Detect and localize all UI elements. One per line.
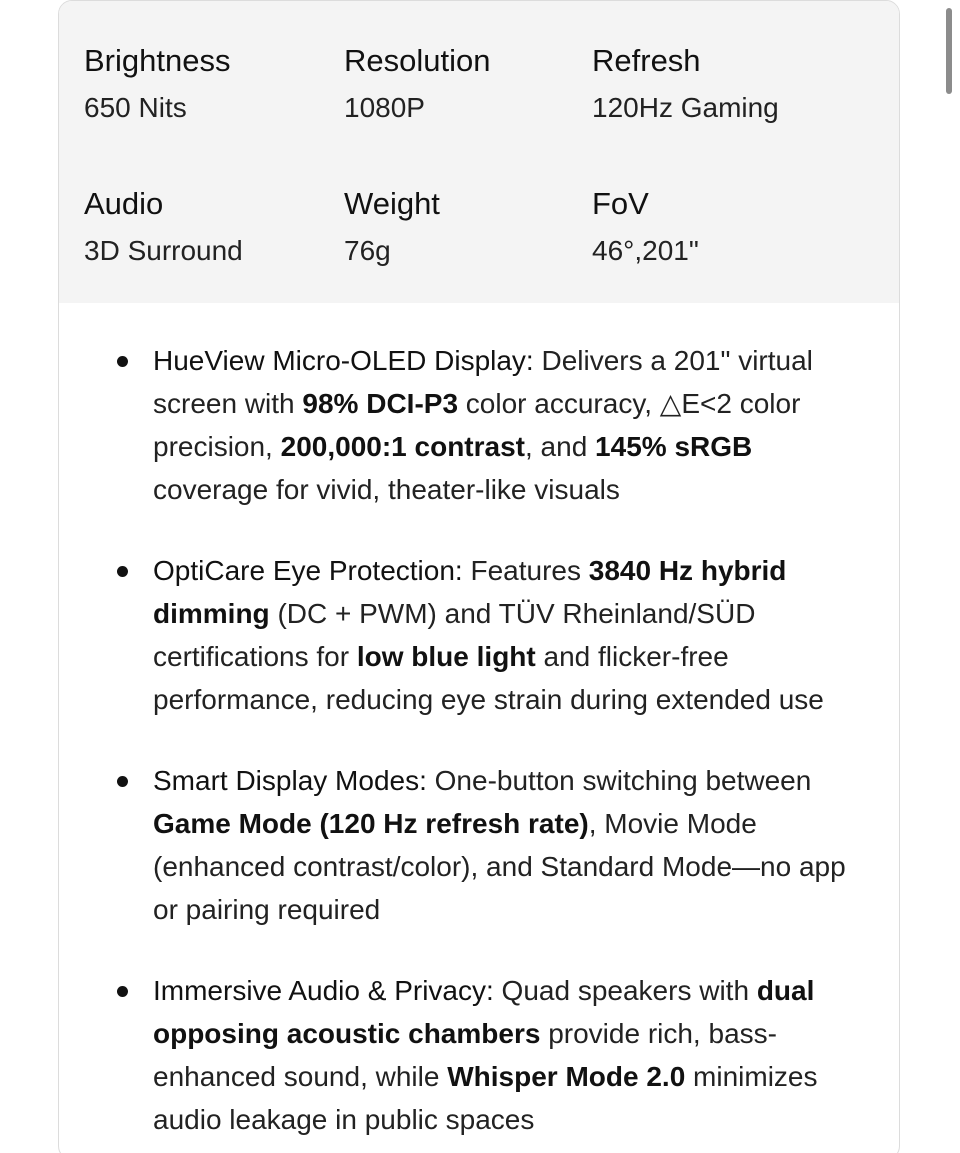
bullet-icon	[117, 566, 128, 577]
spec-fov-label: FoV	[592, 186, 649, 221]
feature-list	[59, 303, 899, 1153]
feature-title: Immersive Audio & Privacy:	[153, 975, 494, 1006]
feature-text: HueView Micro-OLED Display: Delivers a 201" virtual screen with 98% DCI-P3 color accuracy, △E<2 color precision, 200,000:1 contrast, and 145% sRGB coverage for vivid, theater-like visuals	[153, 345, 813, 505]
spec-resolution-value: 1080P	[344, 92, 425, 123]
bullet-icon	[117, 776, 128, 787]
spec-audio-value: 3D Surround	[84, 235, 243, 266]
feature-text: OptiCare Eye Protection: Features 3840 Hz hybrid dimming (DC + PWM) and TÜV Rheinland/SÜD certifications for low blue light and flicker-free performance, reducing eye strain during extended use	[153, 555, 824, 715]
spec-refresh-label: Refresh	[592, 43, 701, 78]
feature-title: Smart Display Modes:	[153, 765, 427, 796]
feature-title: OptiCare Eye Protection:	[153, 555, 463, 586]
spec-resolution-label: Resolution	[344, 43, 491, 78]
spec-refresh-value: 120Hz Gaming	[592, 92, 779, 123]
bullet-icon	[117, 986, 128, 997]
spec-weight-label: Weight	[344, 186, 440, 221]
spec-audio-label: Audio	[84, 186, 164, 221]
feature-text: Immersive Audio & Privacy: Quad speakers with dual opposing acoustic chambers provide rich, bass-enhanced sound, while Whisper Mode 2.0 minimizes audio leakage in public spaces	[153, 975, 818, 1135]
spec-brightness-value: 650 Nits	[84, 92, 187, 123]
feature-text: Smart Display Modes: One-button switching between Game Mode (120 Hz refresh rate), Movie Mode (enhanced contrast/color), and Standard Mode—no app or pairing required	[153, 765, 846, 925]
spec-weight-value: 76g	[344, 235, 391, 266]
scrollbar-thumb[interactable]	[946, 8, 952, 94]
product-card	[58, 0, 900, 1153]
spec-brightness-label: Brightness	[84, 43, 231, 78]
bullet-icon	[117, 356, 128, 367]
spec-grid	[59, 1, 899, 303]
spec-fov-value: 46°,201"	[592, 235, 699, 266]
feature-title: HueView Micro-OLED Display:	[153, 345, 534, 376]
